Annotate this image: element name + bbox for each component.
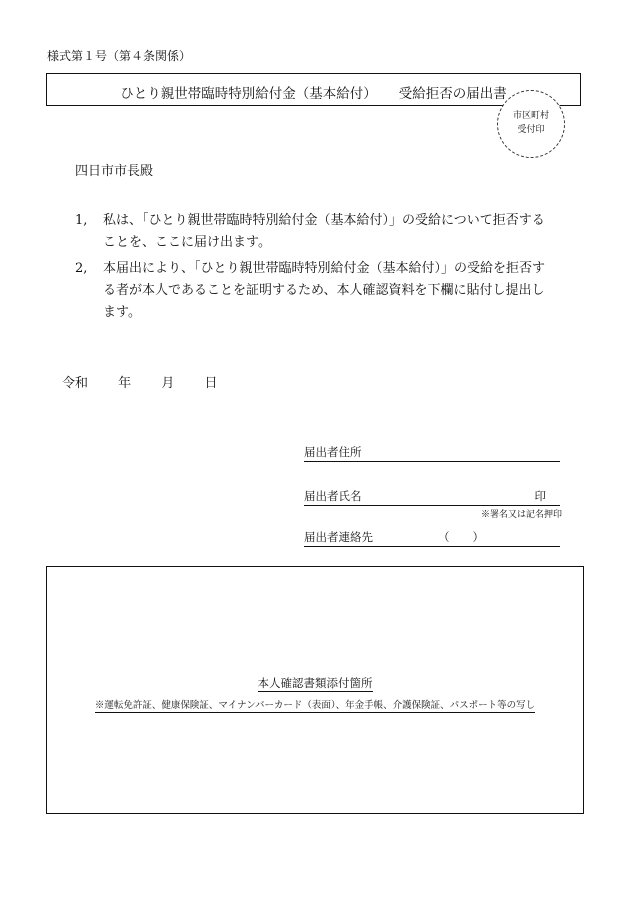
title-sub: 受給拒否の届出書 [398,86,507,102]
contact-field[interactable] [304,529,560,547]
addressee: 四日市市長殿 [75,164,154,179]
paragraph-1 [75,210,555,254]
title-main: ひとり親世帯臨時特別給付金（基本給付） [120,86,377,102]
stamp-line1: 市区町村 [512,111,549,121]
paragraph-text: 私は、「ひとり親世帯臨時特別給付金（基本給付）」の受給について拒否することを、ここに届け出ます。 [103,213,545,250]
date-line [62,372,243,391]
form-number: 様式第１号（第４条関係） [47,49,192,63]
date-day: 日 [204,376,218,391]
document-title [46,82,581,102]
attachment-title [46,675,584,691]
date-month: 月 [161,376,175,391]
date-era: 令和 [62,376,89,391]
seal-note: ※署名又は記名押印 [480,510,562,520]
stamp-line2: 受付印 [517,125,545,135]
contact-paren: （ ） [438,530,484,544]
paragraph-2 [75,258,555,324]
paragraph-number: 2, [75,261,88,276]
attachment-title-text: 本人確認書類添付箇所 [257,676,373,690]
contact-label: 届出者連絡先 [304,530,373,544]
name-field[interactable] [304,488,560,506]
address-label: 届出者住所 [304,445,362,459]
address-field[interactable] [304,444,560,462]
date-year: 年 [118,376,132,391]
paragraph-text: 本届出により、「ひとり親世帯臨時特別給付金（基本給付）」の受給を拒否する者が本人であることを証明するため、本人確認資料を下欄に貼付し提出します。 [103,261,546,320]
reception-stamp-area [497,90,565,158]
paragraph-number: 1, [75,213,88,228]
name-label: 届出者氏名 [304,489,362,503]
attachment-note-text: ※運転免許証、健康保険証、マイナンバーカード（表面）、年金手帳、介護保険証、パスポート等の写し [94,700,536,711]
seal-mark: 印 [534,489,546,503]
attachment-note [46,697,584,711]
